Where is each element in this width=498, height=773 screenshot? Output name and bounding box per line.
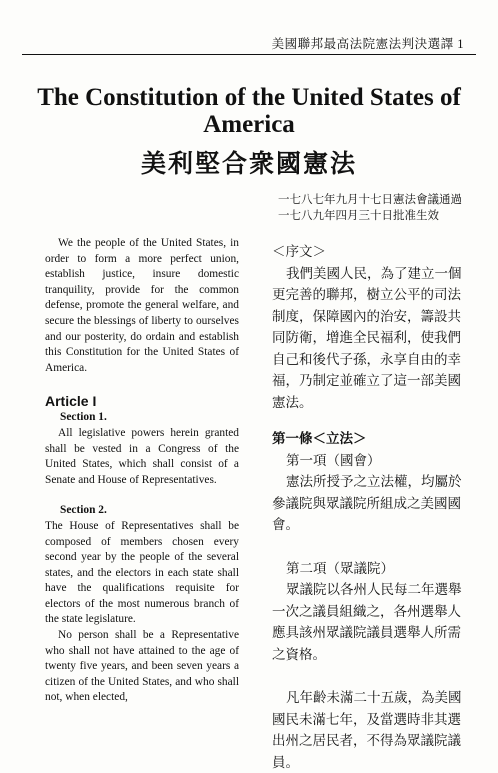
ratification-date-line: 一七八九年四月三十日批准生效 [278,210,439,222]
header-rule [22,54,476,55]
preamble-english: We the people of the United States, in order to form a more perfect union, establish justice, insure domestic tranquility, provide for the common defense, promote the general welfare, and secure the blessings of liberty to ourselves and our posterity, do ordain and establish this Constitution for the United States of America. [45,237,239,374]
section1-heading-english: Section 1. [60,411,107,424]
adoption-date-line: 一七八七年九月十七日憲法會議通過 [278,194,462,206]
preamble-heading-chinese: ＜序文＞ [272,244,326,259]
section2-heading-chinese: 第二項（眾議院） [286,560,394,576]
running-header: 美國聯邦最高法院憲法判決選譯 1 [271,37,464,51]
section2-para2-chinese: 凡年齡未滿二十五歲，為美國國民未滿七年，及當選時非其選出州之居民者，不得為眾議院議員。 [272,690,462,770]
section2-para2-english: No person shall be a Representative who shall not have attained to the age of twenty five years, and been seven years a citizen of the United States, and who shall not, when elected, [45,629,239,704]
adoption-dates [278,192,462,224]
article-heading-chinese: 第一條＜立法＞ [272,431,367,446]
section1-heading-chinese: 第一項（國會） [286,452,381,468]
section1-text-english: All legislative powers herein granted shall be vested in a Congress of the United States, which shall consist of a Senate and House of Representatives. [45,426,239,486]
preamble-chinese: 我們美國人民，為了建立一個更完善的聯邦，樹立公平的司法制度，保障國內的治安，籌設共同防衛，增進全民福利，使我們自己和後代子孫，永享自由的幸福，乃制定並確立了這一部美國憲法。 [272,265,462,410]
section2-text-english: The House of Representatives shall be composed of members chosen every second year by the people of the several states, and the electors in each state shall have the qualifications requisite for electors of the most numerous branch of the state legislature. [45,519,239,626]
section1-text-chinese: 憲法所授予之立法權，均屬於參議院與眾議院所組成之美國國會。 [272,474,462,532]
title-english: The Constitution of the United States of America [37,84,461,138]
section2-heading-english: Section 2. [60,504,107,517]
title-chinese: 美利堅合衆國憲法 [140,151,357,178]
chinese-column [272,241,466,773]
article-heading-english: Article I [45,393,97,410]
english-column [45,236,239,706]
section2-text-chinese: 眾議院以各州人民每二年選舉一次之議員組織之，各州選舉人應具該州眾議院議員選舉人所需之資格。 [272,582,462,662]
